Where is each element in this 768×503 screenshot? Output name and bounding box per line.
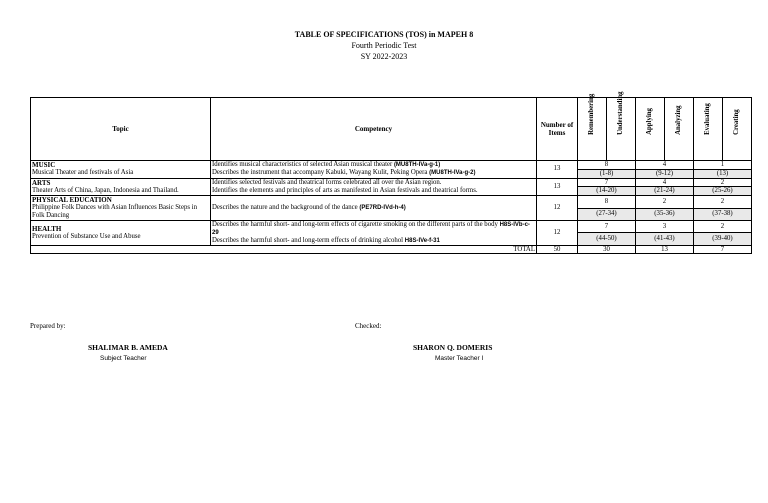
count-cell: 2 bbox=[694, 178, 752, 187]
items-cell: 13 bbox=[537, 161, 578, 179]
range-cell: (27-34) bbox=[578, 208, 636, 220]
count-cell: 1 bbox=[694, 161, 752, 170]
total-items: 50 bbox=[537, 245, 578, 254]
col-remembering: Remembering bbox=[578, 98, 607, 161]
competency-cell: Identifies musical characteristics of selected Asian musical theater (MU8TH-IVa-g-1) Describes the instrument that accompany Kabuki, Wayang Kulit, Peking Opera (MU8TH-IVa-g-2) bbox=[211, 161, 537, 179]
checked-label: Checked: bbox=[355, 322, 382, 330]
range-cell: (25-26) bbox=[694, 187, 752, 196]
col-evaluating: Evaluating bbox=[694, 98, 723, 161]
col-understanding: Understanding bbox=[607, 98, 636, 161]
checker-role: Master Teacher I bbox=[435, 355, 484, 362]
competency-cell: Identifies selected festivals and theatrical forms celebrated all over the Asian region. Identifies the elements and principles of arts as manifested in Asian festivals and theatrical forms. bbox=[211, 178, 537, 196]
topic-cell: MUSIC Musical Theater and festivals of Asia bbox=[31, 161, 211, 179]
count-cell: 7 bbox=[578, 220, 636, 232]
count-cell: 7 bbox=[578, 178, 636, 187]
total-row bbox=[31, 245, 752, 254]
total-count: 7 bbox=[694, 245, 752, 254]
count-cell: 2 bbox=[694, 196, 752, 208]
items-cell: 12 bbox=[537, 220, 578, 245]
total-count: 13 bbox=[636, 245, 694, 254]
count-cell: 3 bbox=[636, 220, 694, 232]
preparer-name: SHALIMAR B. AMEDA bbox=[88, 343, 168, 352]
range-cell: (35-36) bbox=[636, 208, 694, 220]
range-cell: (1-8) bbox=[578, 169, 636, 178]
header-row bbox=[31, 98, 752, 161]
col-items: Number of Items bbox=[537, 98, 578, 161]
col-applying: Applying bbox=[636, 98, 665, 161]
topic-cell: ARTS Theater Arts of China, Japan, Indonesia and Thailand. bbox=[31, 178, 211, 196]
range-cell: (14-20) bbox=[578, 187, 636, 196]
col-creating: Creating bbox=[723, 98, 752, 161]
items-cell: 13 bbox=[537, 178, 578, 196]
range-cell: (9-12) bbox=[636, 169, 694, 178]
range-cell: (21-24) bbox=[636, 187, 694, 196]
checker-name: SHARON Q. DOMERIS bbox=[413, 343, 493, 352]
col-topic: Topic bbox=[31, 98, 211, 161]
count-cell: 2 bbox=[694, 220, 752, 232]
document-period: Fourth Periodic Test bbox=[351, 41, 417, 50]
count-cell: 8 bbox=[578, 196, 636, 208]
total-count: 30 bbox=[578, 245, 636, 254]
document-title: TABLE OF SPECIFICATIONS (TOS) in MAPEH 8 bbox=[294, 30, 474, 39]
competency-cell: Describes the nature and the background of the dance (PE7RD-IVd-h-4) bbox=[211, 196, 537, 221]
items-cell: 12 bbox=[537, 196, 578, 221]
col-analyzing: Analyzing bbox=[665, 98, 694, 161]
tos-table bbox=[30, 91, 752, 254]
count-cell: 4 bbox=[636, 161, 694, 170]
range-cell: (37-38) bbox=[694, 208, 752, 220]
total-label: TOTAL bbox=[211, 245, 537, 254]
range-cell: (39-40) bbox=[694, 233, 752, 245]
table-row bbox=[31, 220, 752, 232]
range-cell: (44-50) bbox=[578, 233, 636, 245]
topic-cell: PHYSICAL EDUCATION Philippine Folk Dances with Asian Influences Basic Steps in Folk Dancing bbox=[31, 196, 211, 221]
topic-cell: HEALTH Prevention of Substance Use and Abuse bbox=[31, 220, 211, 245]
preparer-role: Subject Teacher bbox=[100, 355, 147, 362]
prepared-label: Prepared by: bbox=[30, 322, 66, 330]
table-row bbox=[31, 161, 752, 170]
table-row bbox=[31, 178, 752, 187]
school-year: SY 2022-2023 bbox=[360, 52, 408, 61]
competency-cell: Describes the harmful short- and long-term effects of cigarette smoking on the different parts of the body H8S-IVb-c-29 Describes the harmful short- and long-term effects of drinking alcohol H8S-IVe-f-31 bbox=[211, 220, 537, 245]
range-cell: (13) bbox=[694, 169, 752, 178]
table-row bbox=[31, 196, 752, 208]
range-cell: (41-43) bbox=[636, 233, 694, 245]
count-cell: 4 bbox=[636, 178, 694, 187]
count-cell: 8 bbox=[578, 161, 636, 170]
count-cell: 2 bbox=[636, 196, 694, 208]
col-competency: Competency bbox=[211, 98, 537, 161]
